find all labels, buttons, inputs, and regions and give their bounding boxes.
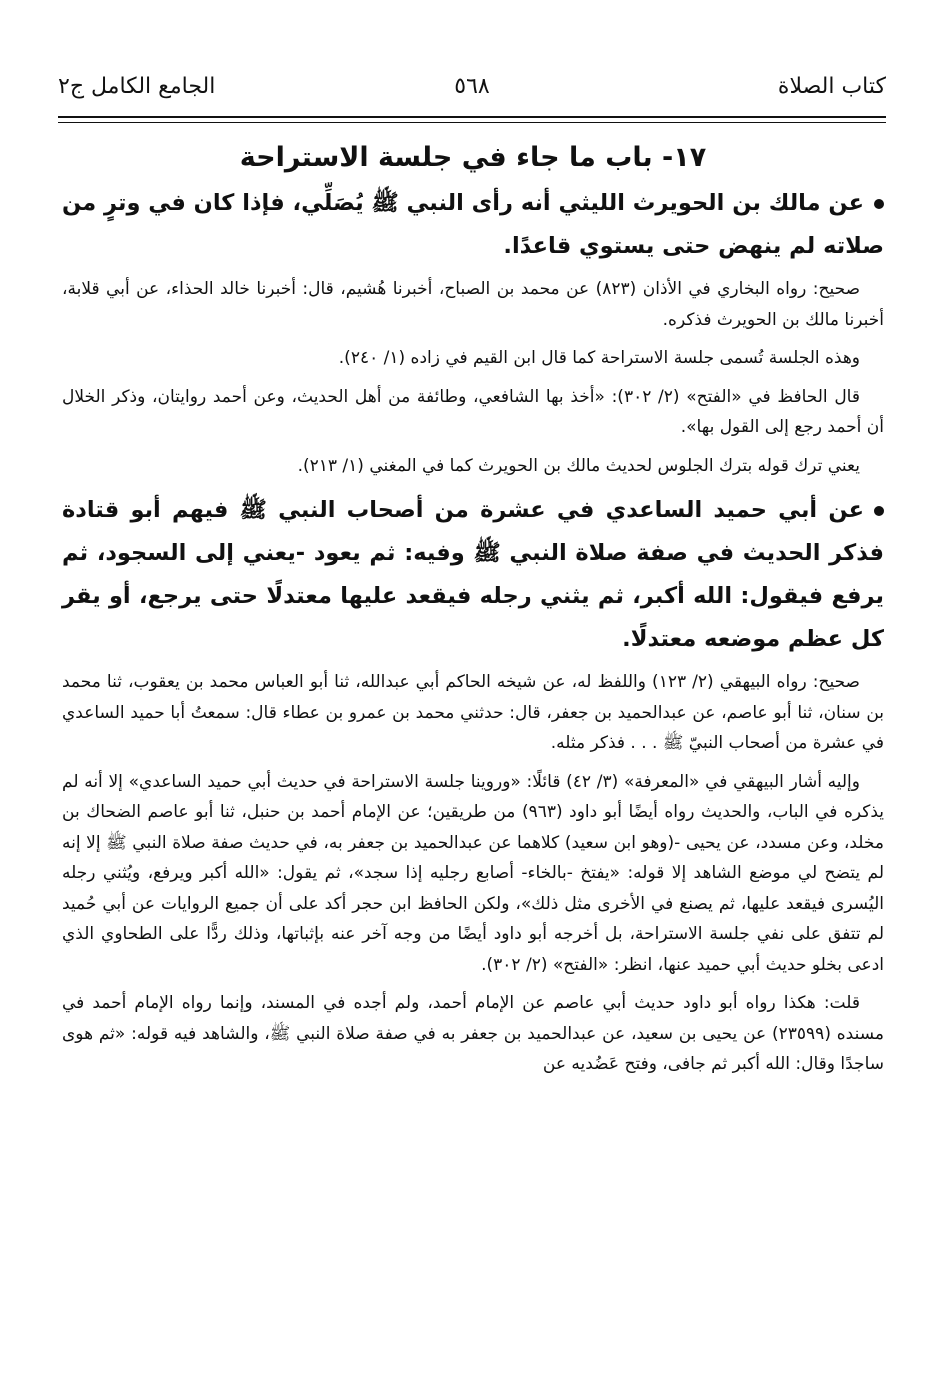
chapter-name: كتاب الصلاة: [777, 74, 886, 99]
takhrij-note-4: يعني ترك قوله بترك الجلوس لحديث مالك بن الحويرث كما في المغني (١/ ٢١٣).: [297, 455, 860, 476]
takhrij-note-5: صحيح: رواه البيهقي (٢/ ١٢٣) واللفظ له، عن شيخه الحاكم أبي عبدالله، ثنا أبو العباس محمد بن يعقوب، ثنا محمد بن سنان، ثنا أبو عاصم، عن عبدالحميد بن جعفر، قال: حدثني محمد بن عمرو بن عطاء قال: سمعتُ أبا حميد الساعدي في عشرة من أصحاب النبيّ ﷺ . . . فذكر مثله.: [62, 672, 884, 753]
bullet-icon: [874, 199, 884, 209]
book-title: الجامع الكامل ج٢: [58, 74, 216, 99]
hadith-text: [62, 489, 884, 661]
bullet-icon: [874, 506, 884, 516]
takhrij-note-3: قال الحافظ في «الفتح» (٢/ ٣٠٢): «أخذ بها الشافعي، وطائفة من أهل الحديث، وعن أحمد روايتان، وذكر الخلال أن أحمد رجع إلى القول بها».: [62, 386, 884, 437]
takhrij-note-2: وهذه الجلسة تُسمى جلسة الاستراحة كما قال ابن القيم في زاده (١/ ٢٤٠).: [338, 348, 860, 368]
takhrij-note-7: قلت: هكذا رواه أبو داود حديث أبي عاصم عن الإمام أحمد، ولم أجده في المسند، وإنما رواه الإمام أحمد في مسنده (٢٣٥٩٩) عن يحيى بن سعيد، عن عبدالحميد بن جعفر به في صفة صلاة النبي ﷺ، والشاهد فيه قوله: «ثم هوى ساجدًا وقال: الله أكبر ثم جافى، وفتح عَضُديه عن: [62, 993, 884, 1074]
header-rule-thick: [58, 116, 886, 118]
page-number: ٥٦٨: [454, 74, 490, 99]
header-rule-thin: [58, 122, 886, 123]
hadith-1: عن مالك بن الحويرث الليثي أنه رأى النبي ﷺ يُصَلِّي، فإذا كان في وترٍ من صلاته لم ينهض حتى يستوي قاعدًا.: [62, 190, 884, 259]
page-header: [58, 72, 886, 112]
hadith-2: عن أبي حميد الساعدي في عشرة من أصحاب النبي ﷺ فيهم أبو قتادة فذكر الحديث في صفة صلاة النبي ﷺ وفيه: ثم يعود -يعني إلى السجود، ثم يرفع فيقول: الله أكبر، ثم يثني رجله فيقعد عليها معتدلًا حتى يرجع، أو يقر كل عظم موضعه معتدلًا.: [62, 497, 884, 652]
takhrij-note-1: صحيح: رواه البخاري في الأذان (٨٢٣) عن محمد بن الصباح، أخبرنا هُشيم، قال: أخبرنا خالد الحذاء، عن أبي قلابة، أخبرنا مالك بن الحويرث فذكره.: [62, 279, 884, 330]
section-title: ١٧- باب ما جاء في جلسة الاستراحة: [239, 142, 707, 173]
takhrij-note-6: وإليه أشار البيهقي في «المعرفة» (٣/ ٤٢) قائلًا: «وروينا جلسة الاستراحة في حديث أبي حميد الساعدي» إلا أنه لم يذكره في الباب، والحديث رواه أيضًا أبو داود (٩٦٣) من طريقين؛ عن الإمام أحمد بن حنبل، ثنا أبو عاصم الضحاك بن مخلد، وعن مسدد، عن يحيى -(وهو ابن سعيد) كلاهما عن عبدالحميد بن جعفر به، في حديث صفة صلاة النبي ﷺ إلا إنه لم يتضح لي موضع الشاهد إلا قوله: «يفتخ -بالخاء- أصابع رجليه إذا سجد»، ثم يقول: «الله أكبر ويرفع، ويُثني رجله اليُسرى فيقعد عليها، ثم يصنع في الأخرى مثل ذلك»، ولكن الحافظ ابن حجر أكد على أن جميع الروايات عن أبي حُميد لم تتفق على نفي جلسة الاستراحة، بل أخرجه أبو داود أيضًا من وجه آخر عنه بإثباتها، وذلك ردًّا على الطحاوي الذي ادعى بخلو حديث أبي حميد عنها، انظر: «الفتح» (٢/ ٣٠٢).: [62, 771, 884, 975]
hadith-text: [62, 182, 884, 268]
page-body: [62, 138, 884, 1088]
